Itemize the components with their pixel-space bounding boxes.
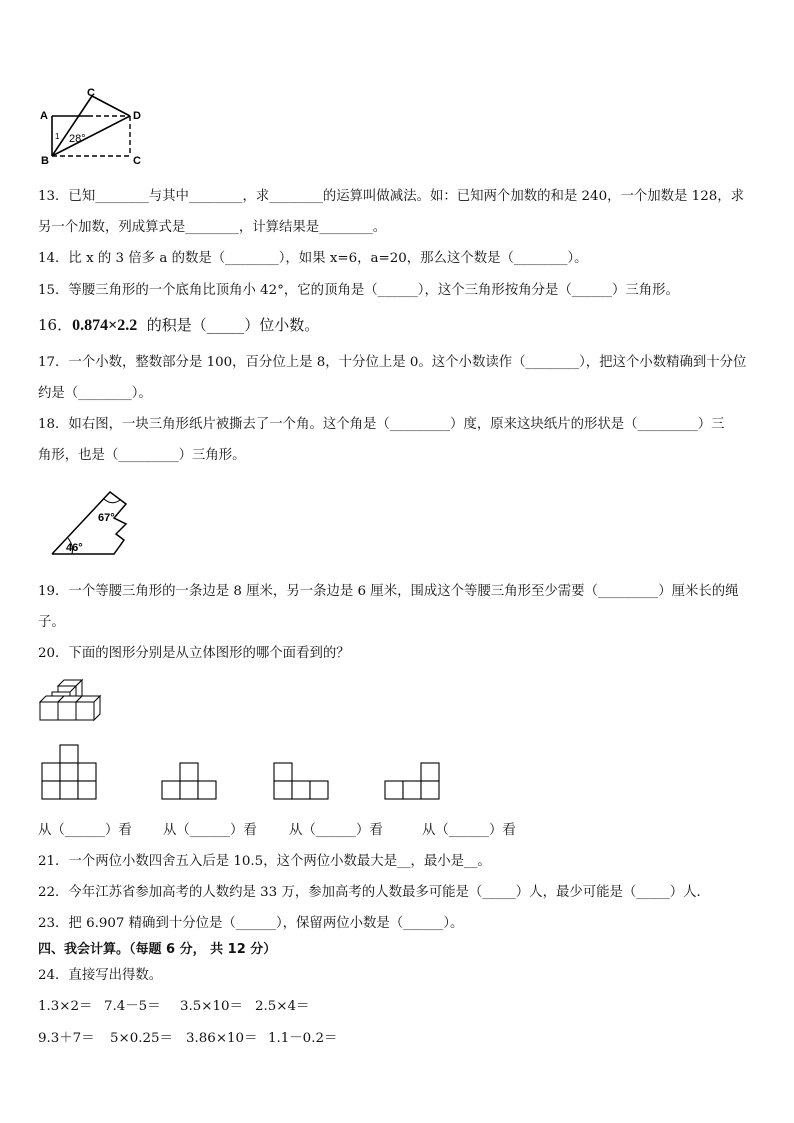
section-4-heading: 四、我会计算。（每题 6 分， 共 12 分） — [38, 942, 277, 957]
question-14: 14．比 x 的 3 倍多 a 的数是（________），如果 x=6，a=20，那么这个数是（________）。 — [38, 251, 588, 266]
torn-triangle-figure — [48, 488, 138, 560]
question-19-line-1: 19．一个等腰三角形的一条边是 8 厘米，另一条边是 6 厘米，围成这个等腰三角形至少需要（_________）厘米长的绳 — [38, 584, 739, 599]
question-13-line-1: 13．已知________与其中________，求________的运算叫做减法。如：已知两个加数的和是 240，一个加数是 128，求 — [38, 189, 745, 204]
vertex-label-d: D — [133, 110, 141, 122]
calc-1-1: 1.3×2＝ — [38, 999, 93, 1014]
view-answer-2: 从（______）看 — [163, 823, 257, 838]
question-18-line-2: 角形，也是（_________）三角形。 — [38, 448, 246, 463]
cube-solid-figure — [38, 678, 108, 722]
vertex-label-b: B — [41, 155, 49, 167]
vertex-label-c-top: C — [87, 87, 95, 99]
view-figure-1 — [42, 744, 100, 800]
question-16-expression: 0.874×2.2 — [72, 317, 138, 334]
question-18-line-1: 18．如右图，一块三角形纸片被撕去了一个角。这个角是（_________）度，原来这块纸片的形状是（_________）三 — [38, 417, 725, 432]
question-17-line-2: 约是（________）。 — [38, 386, 152, 401]
question-21: 21．一个两位小数四舍五入后是 10.5，这个两位小数最大是__，最小是__。 — [38, 854, 491, 869]
angle-label-1: 1 — [55, 132, 60, 141]
question-19-line-2: 子。 — [38, 615, 65, 630]
view-answer-4: 从（______）看 — [422, 823, 516, 838]
calc-2-4: 1.1－0.2＝ — [268, 1031, 338, 1046]
calc-1-3: 3.5×10＝ — [180, 999, 243, 1014]
question-22: 22．今年江苏省参加高考的人数约是 33 万，参加高考的人数最多可能是（_____）人，最少可能是（_____）人． — [38, 885, 710, 900]
question-16-text: 的积是（_____）位小数。 — [146, 316, 320, 334]
question-16-number: 16． — [38, 316, 73, 334]
calc-2-1: 9.3＋7＝ — [38, 1031, 95, 1046]
question-15: 15．等腰三角形的一个底角比顶角小 42°，它的顶角是（______），这个三角形按角分是（______）三角形。 — [38, 283, 679, 298]
question-16 — [38, 316, 319, 335]
vertex-label-c-bottom: C — [133, 155, 141, 167]
angle-label-67: 67° — [98, 512, 115, 524]
calc-2-2: 5×0.25＝ — [110, 1031, 173, 1046]
question-17-line-1: 17．一个小数，整数部分是 100，百分位上是 8，十分位上是 0。这个小数读作（________），把这个小数精确到十分位 — [38, 355, 747, 370]
view-answer-1: 从（______）看 — [38, 823, 132, 838]
view-figure-2 — [162, 762, 220, 800]
angle-label-28: 28° — [69, 133, 86, 145]
vertex-label-a: A — [40, 110, 48, 122]
calc-1-2: 7.4－5＝ — [104, 999, 161, 1014]
view-figure-3 — [274, 762, 332, 800]
view-answer-3: 从（______）看 — [289, 823, 383, 838]
view-figure-4 — [385, 762, 443, 800]
angle-label-46: 46° — [66, 542, 83, 554]
question-20: 20．下面的图形分别是从立体图形的哪个面看到的？ — [38, 646, 350, 661]
question-24: 24．直接写出得数。 — [38, 968, 163, 983]
trapezoid-fold-figure — [36, 86, 146, 166]
question-23: 23．把 6.907 精确到十分位是（______），保留两位小数是（______）。 — [38, 916, 464, 931]
question-13-line-2: 另一个加数，列成算式是________，计算结果是________。 — [38, 220, 387, 235]
calc-1-4: 2.5×4＝ — [255, 999, 310, 1014]
calc-2-3: 3.86×10＝ — [186, 1031, 258, 1046]
